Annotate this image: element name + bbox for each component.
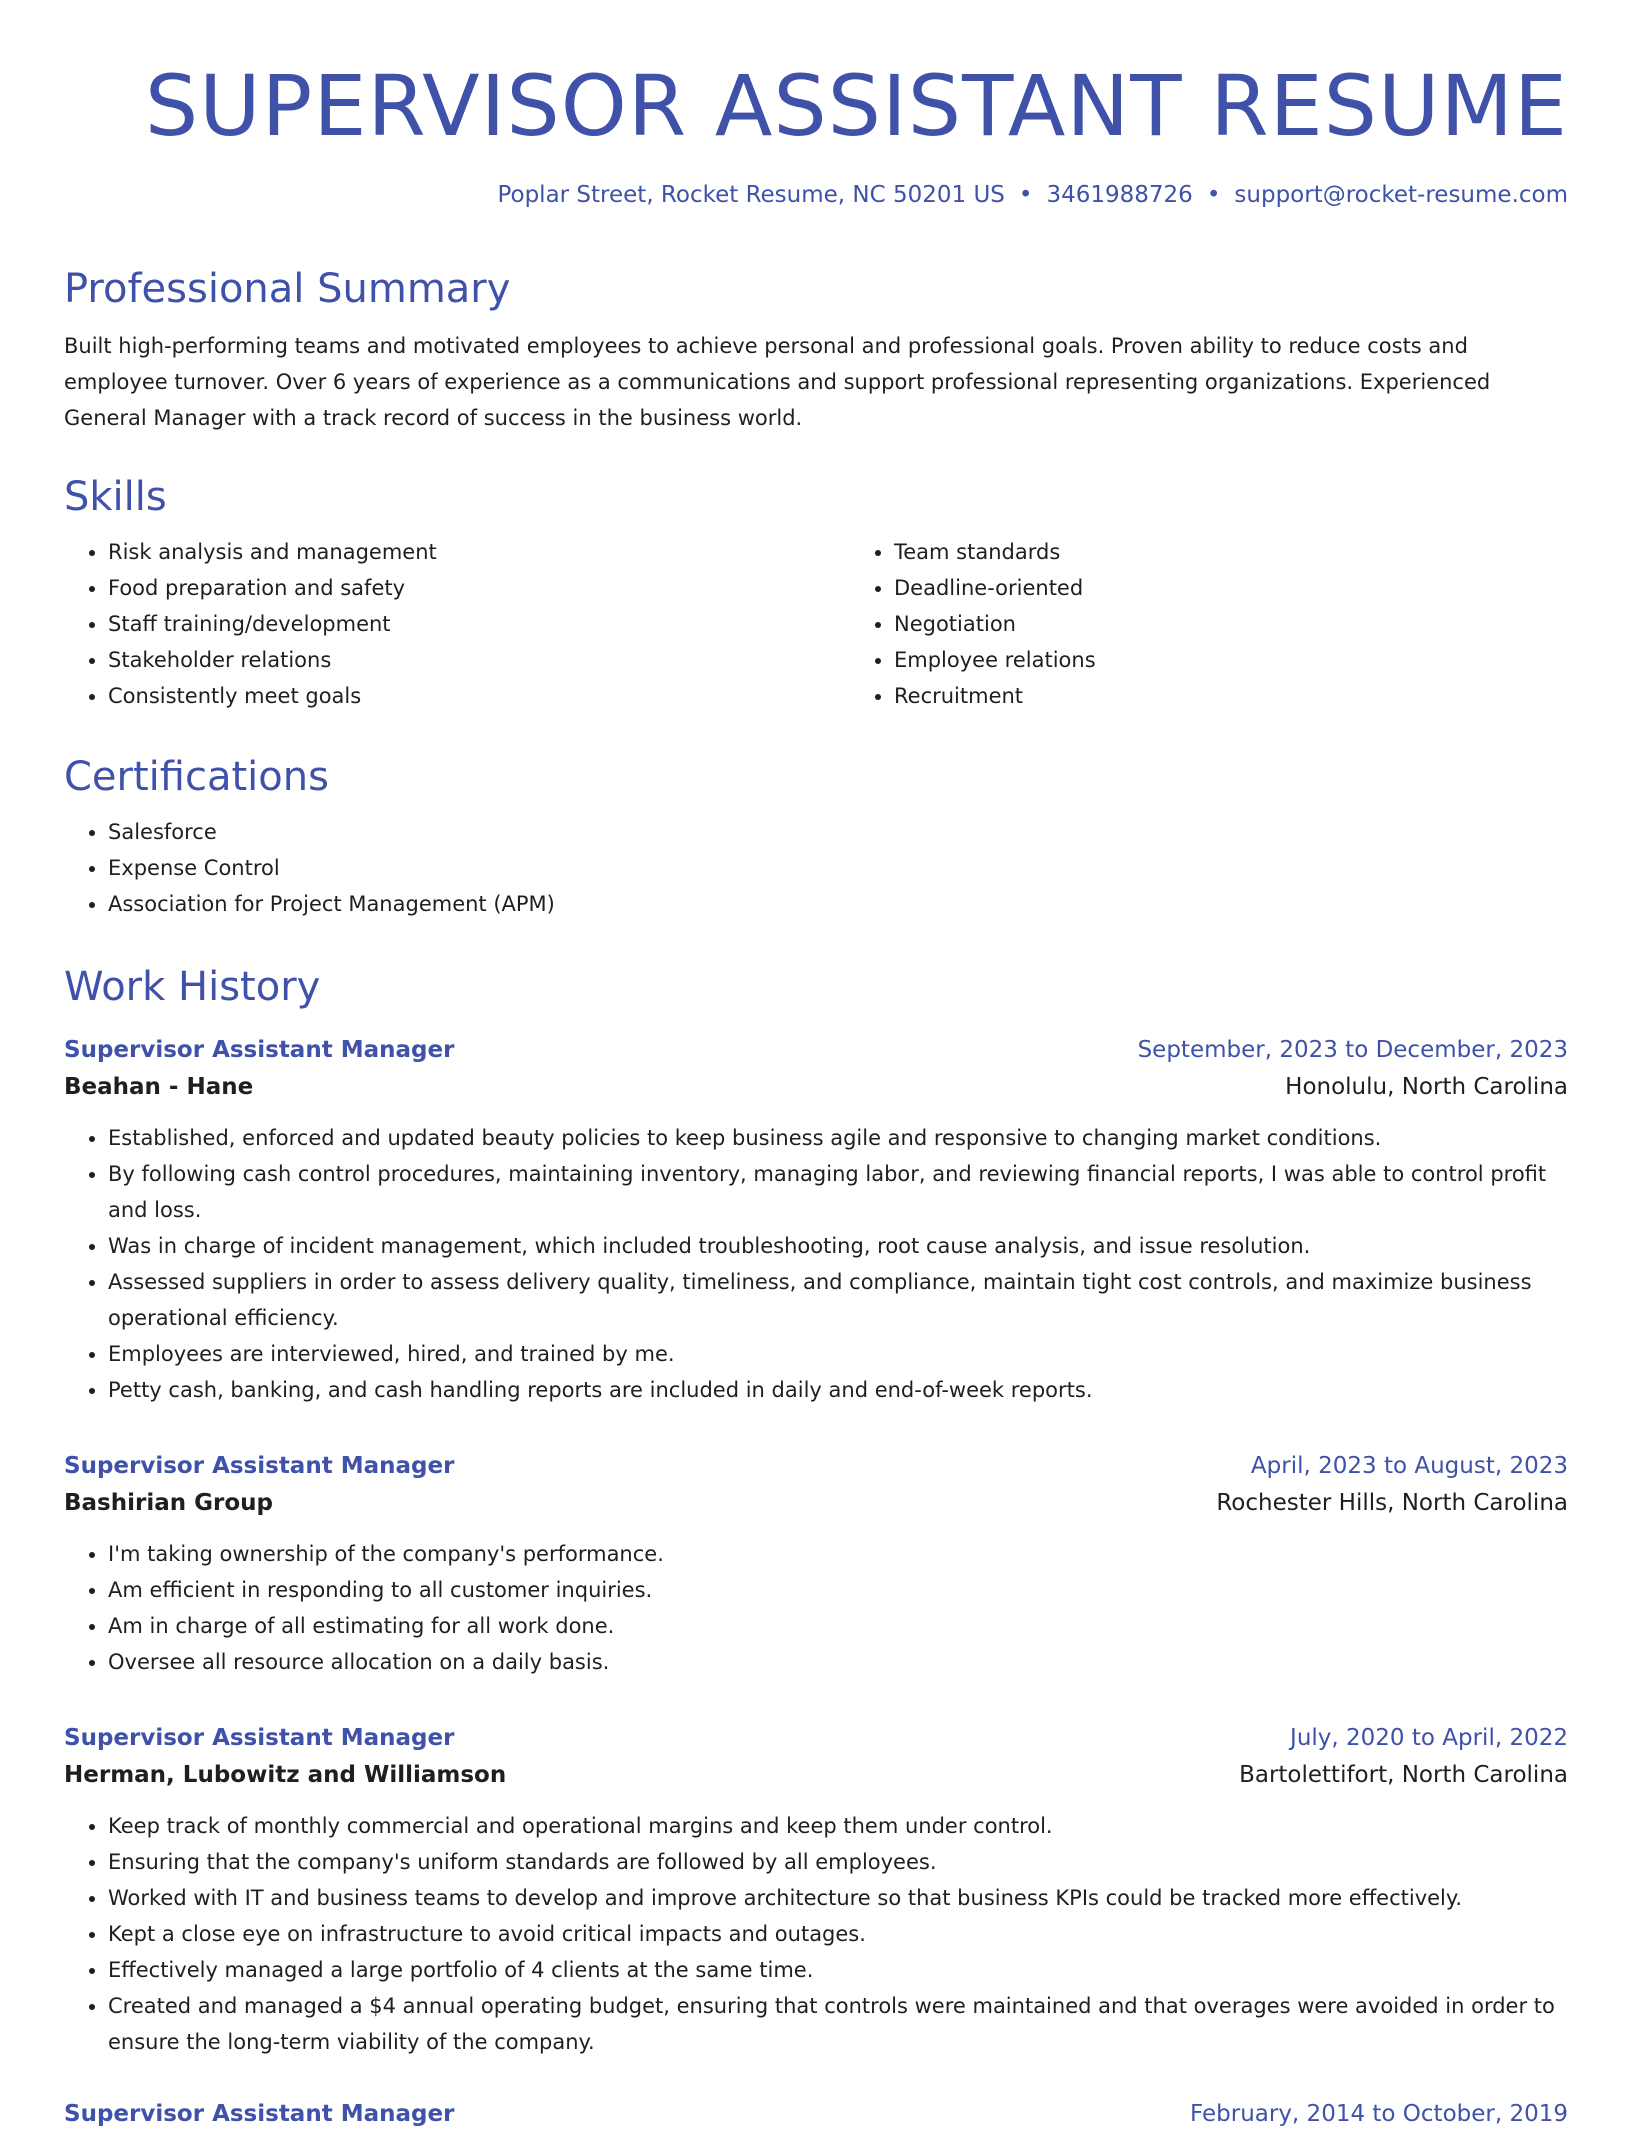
skills-heading: Skills (64, 474, 167, 520)
summary-section (64, 264, 1568, 436)
job-dates: July, 2020 to April, 2022 (1290, 1725, 1568, 1751)
certifications-section (64, 752, 1568, 922)
skill-item: • Risk analysis and management (108, 534, 850, 570)
job-bullets (64, 1808, 1568, 2060)
job-bullet: • Am efficient in responding to all customer inquiries. (108, 1572, 1568, 1608)
skill-item: • Stakeholder relations (108, 642, 850, 678)
job-bullet: • Created and managed a $4 annual operating budget, ensuring that controls were maintained and that overages were avoided in order to ensure the long-term viability of the company. (108, 1988, 1568, 2060)
skill-item: • Deadline-oriented (894, 570, 1632, 606)
skill-item: • Staff training/development (108, 606, 850, 642)
job-title: Supervisor Assistant Manager (64, 2101, 455, 2127)
contact-address: Poplar Street, Rocket Resume, NC 50201 US (497, 182, 1005, 208)
job-subheader (64, 1484, 1568, 1522)
skills-list-right (850, 534, 1632, 714)
skills-section (64, 472, 1568, 714)
job-title: Supervisor Assistant Manager (64, 1037, 455, 1063)
job-company: Bashirian Group (64, 1490, 273, 1516)
job-dates: September, 2023 to December, 2023 (1137, 1037, 1568, 1063)
job-entry (64, 1032, 1568, 1408)
job-bullet: • Kept a close eye on infrastructure to avoid critical impacts and outages. (108, 1916, 1568, 1952)
contact-phone: 3461988726 (1046, 182, 1193, 208)
job-subheader (64, 1068, 1568, 1106)
summary-text: Built high-performing teams and motivated employees to achieve personal and professional goals. Proven ability to reduce costs and employee turnover. Over 6 years of experience as a communications and support professional representing organizations. Experienced General Manager with a track record of success in the business world. (64, 334, 1491, 430)
job-bullet: • Effectively managed a large portfolio of 4 clients at the same time. (108, 1952, 1568, 1988)
job-bullet: • Was in charge of incident management, which included troubleshooting, root cause analysis, and issue resolution. (108, 1228, 1568, 1264)
skill-item: • Recruitment (894, 678, 1632, 714)
work-history-section (64, 962, 1568, 1012)
job-bullet: • Assessed suppliers in order to assess delivery quality, timeliness, and compliance, maintain tight cost controls, and maximize business operational efficiency. (108, 1264, 1568, 1336)
job-bullets (64, 1120, 1568, 1408)
skill-item: • Team standards (894, 534, 1632, 570)
certifications-heading: Certifications (64, 754, 329, 800)
job-bullet: • By following cash control procedures, maintaining inventory, managing labor, and reviewing financial reports, I was able to control profit and loss. (108, 1156, 1568, 1228)
job-company: Beahan - Hane (64, 1074, 254, 1100)
certifications-list (64, 814, 1568, 922)
job-header (64, 1448, 1568, 1484)
job-location: Honolulu, North Carolina (1285, 1074, 1568, 1100)
job-location: Rochester Hills, North Carolina (1216, 1490, 1568, 1516)
job-bullet: • Worked with IT and business teams to develop and improve architecture so that business KPIs could be tracked more effectively. (108, 1880, 1568, 1916)
certification-item: • Association for Project Management (APM) (108, 886, 1568, 922)
skill-item: • Employee relations (894, 642, 1632, 678)
job-header (64, 1720, 1568, 1756)
job-bullet: • Am in charge of all estimating for all work done. (108, 1608, 1568, 1644)
resume-page (64, 0, 1568, 2127)
skill-item: • Consistently meet goals (108, 678, 850, 714)
skills-list-left (64, 534, 850, 714)
job-bullet: • Ensuring that the company's uniform standards are followed by all employees. (108, 1844, 1568, 1880)
job-title: Supervisor Assistant Manager (64, 1725, 455, 1751)
skill-item: • Negotiation (894, 606, 1632, 642)
contact-separator: • (1018, 182, 1033, 208)
job-entry (64, 1720, 1568, 2060)
job-bullet: • I'm taking ownership of the company's performance. (108, 1536, 1568, 1572)
summary-heading: Professional Summary (64, 266, 511, 312)
skill-item: • Food preparation and safety (108, 570, 850, 606)
job-header (64, 2096, 1568, 2132)
certification-item: • Expense Control (108, 850, 1568, 886)
job-bullet: • Keep track of monthly commercial and operational margins and keep them under control. (108, 1808, 1568, 1844)
job-bullet: • Petty cash, banking, and cash handling reports are included in daily and end-of-week reports. (108, 1372, 1568, 1408)
work-history-heading: Work History (64, 964, 321, 1010)
job-entry (64, 2096, 1568, 2132)
job-header (64, 1032, 1568, 1068)
skills-grid (64, 522, 1568, 714)
contact-email: support@rocket-resume.com (1234, 182, 1568, 208)
contact-line (64, 180, 1568, 210)
job-subheader (64, 1756, 1568, 1794)
job-bullets (64, 1536, 1568, 1680)
resume-title: SUPERVISOR ASSISTANT RESUME (144, 57, 1568, 155)
job-bullet: • Oversee all resource allocation on a daily basis. (108, 1644, 1568, 1680)
job-entry (64, 1448, 1568, 1680)
job-location: Bartolettifort, North Carolina (1239, 1762, 1568, 1788)
job-bullet: • Employees are interviewed, hired, and trained by me. (108, 1336, 1568, 1372)
job-title: Supervisor Assistant Manager (64, 1453, 455, 1479)
job-dates: April, 2023 to August, 2023 (1250, 1453, 1568, 1479)
job-company: Herman, Lubowitz and Williamson (64, 1762, 507, 1788)
contact-separator: • (1206, 182, 1221, 208)
certification-item: • Salesforce (108, 814, 1568, 850)
job-bullet: • Established, enforced and updated beauty policies to keep business agile and responsive to changing market conditions. (108, 1120, 1568, 1156)
job-dates: February, 2014 to October, 2019 (1190, 2101, 1568, 2127)
